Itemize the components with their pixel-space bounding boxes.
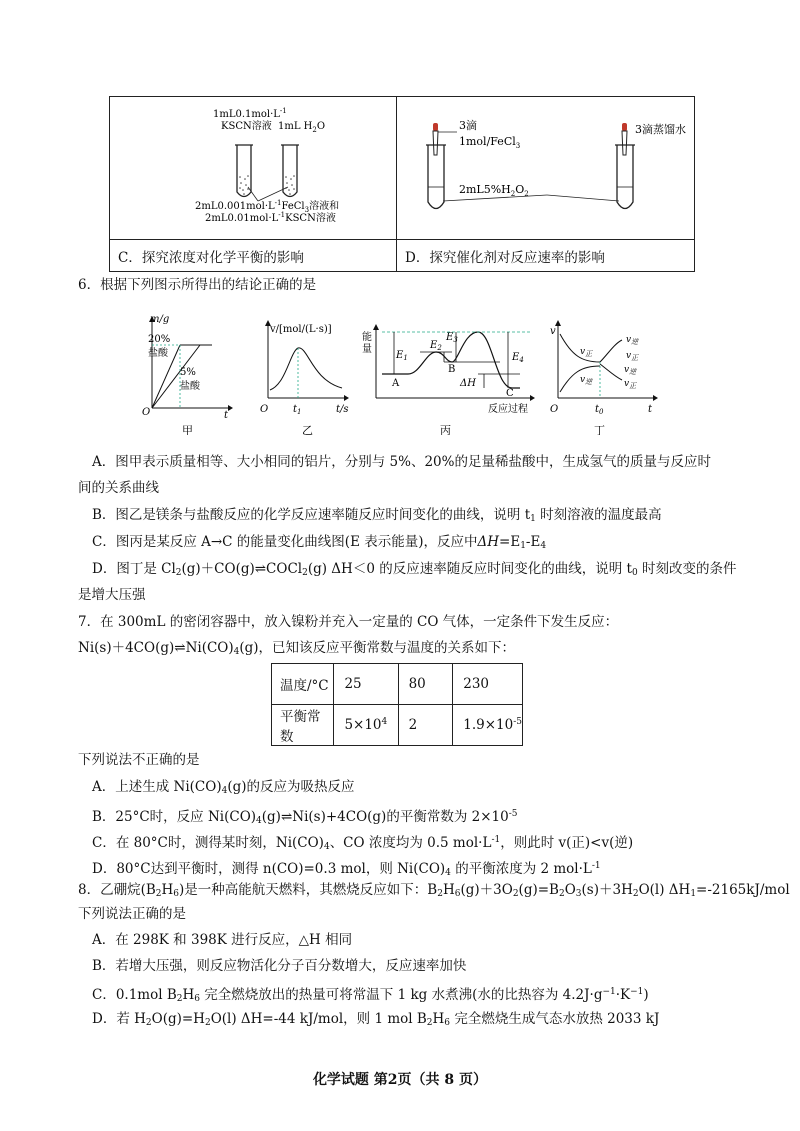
q7-stem-1: 7．在 300mL 的密闭容器中，放入镍粉并充入一定量的 CO 气体，一定条件下发生反应： — [78, 614, 619, 630]
yi-caption: 乙 — [302, 424, 313, 435]
q6-option-a-line1: A．图甲表示质量相等、大小相同的铝片，分别与 5%、20%的足量稀盐酸中，生成氢气的质量与反应时 — [92, 454, 711, 470]
svg-text:E4: $E_4$ — [512, 352, 524, 364]
svg-text:v正: $v_正$ — [580, 347, 593, 358]
label-kscn: KSCN溶液 — [221, 121, 272, 132]
q7-stem-2: $Ni(s)+4CO(g)\rightleftharpoons Ni(CO)_4(g)$，已知该反应平衡常数与温度的关系如下： — [78, 640, 516, 657]
svg-text:2mL0.001mol·L-1FeCl3溶液和: $2mL0.001mol\cdot L^{-1}FeCl_3$溶液和 — [195, 199, 340, 214]
experiment-d-caption: D．探究催化剂对反应速率的影响 — [397, 240, 695, 272]
ding-caption: 丁 — [594, 424, 605, 435]
q7-option-c: C．在 80°C时，测得某时刻，$Ni(CO)_4$、CO 浓度均为 0.5 $mol\cdot L^{-1}$，则此时 v(正)<v(逆) — [92, 835, 634, 852]
svg-text:1mL H2O: 1mL $H_2O$ — [278, 121, 326, 134]
label-3-drops-water: 3滴蒸馏水 — [635, 123, 686, 136]
q8-option-b: B．若增大压强，则反应物活化分子百分数增大，反应速率加快 — [92, 958, 467, 974]
q8-option-c: C．0.1mol $B_2H_6$ 完全燃烧放出的热量可将常温下 1 kg 水煮沸(水的比热容为 $4.2J\cdot g^{-1}\cdot K^{-1}$) — [92, 987, 649, 1004]
eq-table-k-25: $5\times 10^4$ — [334, 705, 398, 746]
q6-option-a-line2: 间的关系曲线 — [78, 480, 159, 496]
svg-text:v逆: $v_逆$ — [626, 335, 639, 346]
page-footer: 化学试题 第2页（共 8 页） — [312, 1072, 488, 1088]
experiment-d-figure — [397, 97, 695, 240]
q8-ask: 下列说法正确的是 — [78, 906, 186, 922]
equilibrium-table — [271, 663, 523, 746]
jia-hcl-2: 盐酸 — [180, 381, 200, 392]
bing-caption: 丙 — [440, 424, 451, 435]
bing-ylabel-1: 能 — [362, 332, 372, 343]
label-kscn-conc: 1mL0.1mol·L — [213, 109, 280, 120]
q7-option-a: A．上述生成 $Ni(CO)_4(g)$的反应为吸热反应 — [92, 779, 355, 796]
label-water: 1mL H — [278, 121, 313, 132]
yi-t1: t — [293, 404, 298, 415]
label-h2o2: 2mL5%H — [459, 183, 511, 196]
q6-option-d-line2: 是增大压强 — [78, 587, 146, 603]
bing-e1: E — [396, 350, 404, 361]
svg-text:1mL0.1mol·L-1: $1mL0.1mol\cdot L^{-1}$ — [213, 107, 287, 120]
experiment-table — [109, 96, 695, 272]
test-tubes-figure-d — [397, 97, 694, 235]
bing-xlabel: 反应过程 — [488, 404, 528, 415]
ding-origin: O — [550, 404, 559, 415]
ding-v-ni-3: v — [624, 365, 630, 375]
label-fecl3: 2mL0.001mol·L — [195, 201, 275, 212]
eq-table-temp-230: 230 — [453, 664, 523, 705]
q6-option-b: B．图乙是镁条与盐酸反应的化学反应速率随反应时间变化的曲线，说明 $t_1$ 时刻溶液的温度最高 — [92, 507, 662, 524]
svg-text:v逆: $v_逆$ — [624, 365, 637, 376]
ding-xlabel: t — [648, 404, 653, 415]
q7-option-b: B．25°C时，反应 $Ni(CO)_4(g)\rightleftharpoons Ni(s)+4CO(g)$的平衡常数为 $2\times 10^{-5}$ — [92, 809, 518, 826]
svg-text:v逆: $v_逆$ — [580, 375, 593, 386]
svg-text:E2: $E_2$ — [430, 340, 442, 352]
eq-table-header-temp: 温度/°C — [272, 664, 334, 705]
svg-text:2mL5%H2O2: $2mL5\%H_2O_2$ — [459, 183, 529, 198]
bing-a: A — [392, 378, 400, 389]
q8-option-a: A．在 298K 和 398K 进行反应，△H 相同 — [92, 932, 353, 948]
eq-table-temp-80: 80 — [398, 664, 453, 705]
bing-e2: E — [430, 340, 438, 351]
q8-option-d: D．若 $H_2O(g)=H_2O(l)$ ΔH=-44 kJ/mol，则 1 mol $B_2H_6$ 完全燃烧生成气态水放热 2033 kJ — [92, 1011, 660, 1028]
svg-text:t1: $t_1$ — [293, 404, 302, 416]
ding-v-zheng-2: v — [626, 351, 632, 361]
graph-jia — [140, 310, 235, 435]
jia-ylabel: m/g — [150, 314, 170, 325]
bing-c: C — [506, 388, 514, 399]
yi-origin: O — [260, 404, 269, 415]
experiment-c-figure — [110, 97, 397, 240]
ding-v-zheng-1: v — [580, 347, 586, 357]
label-3-drops-left: 3滴 — [459, 119, 477, 132]
ding-v-ni-2: v — [626, 335, 632, 345]
jia-caption: 甲 — [182, 424, 193, 435]
jia-origin: O — [142, 407, 151, 418]
svg-text:t0: $t_0$ — [595, 404, 604, 416]
q7-option-d: D．80°C达到平衡时，测得 n(CO)=0.3 mol，则 $Ni(CO)_4$ 的平衡浓度为 2 $mol\cdot L^{-1}$ — [92, 861, 601, 878]
bing-e4: E — [512, 352, 520, 363]
label-fecl3-catalyst: 1mol/FeCl — [459, 135, 516, 148]
yi-xlabel: t/s — [336, 404, 349, 415]
jia-5pct: 5% — [180, 367, 196, 378]
q6-stem: 6．根据下列图示所得出的结论正确的是 — [78, 277, 317, 293]
ding-t0: t — [595, 404, 600, 415]
jia-xlabel: t — [224, 410, 229, 421]
yi-ylabel: v/[mol/(L·s)] — [270, 324, 332, 335]
eq-table-k-230: $1.9\times 10^{-5}$ — [453, 705, 523, 746]
q7-ask: 下列说法不正确的是 — [78, 752, 200, 768]
svg-text:2mL0.01mol·L-1KSCN溶液: $2mL0.01mol\cdot L^{-1}KSCN$溶液 — [205, 211, 336, 224]
svg-text:v正: $v_正$ — [626, 351, 639, 362]
graph-yi — [256, 310, 356, 435]
bing-b: B — [448, 364, 456, 375]
eq-table-temp-25: 25 — [334, 664, 398, 705]
jia-20pct: 20% — [148, 334, 171, 345]
ding-ylabel: v — [550, 326, 556, 337]
svg-text:E1: $E_1$ — [396, 350, 408, 362]
graph-bing — [360, 310, 540, 435]
graph-ding — [548, 310, 663, 435]
svg-text:E3: $E_3$ — [446, 332, 458, 344]
bing-ylabel-2: 量 — [362, 344, 372, 355]
q8-stem: 8．乙硼烷$(B_2H_6)$是一种高能航天燃料，其燃烧反应如下：$B_2H_6(g)+3O_2(g)=B_2O_3(s)+3H_2O(l)$ $\Delta H_1=-2165kJ$/mol — [78, 882, 790, 899]
bing-e3: E — [446, 332, 454, 343]
svg-text:v/[mol/(L·s)] — [269, 324, 332, 335]
experiment-c-caption: C．探究浓度对化学平衡的影响 — [110, 240, 397, 272]
label-kscn-001: 2mL0.01mol·L — [205, 213, 279, 224]
ding-v-zheng-3: v — [624, 379, 630, 389]
eq-table-header-k: 平衡常数 — [272, 705, 334, 746]
ding-v-ni-1: v — [580, 375, 586, 385]
q6-option-d-line1: D．图丁是 $Cl_2(g)+CO(g)\rightleftharpoons COCl_2(g)$ ΔH＜0 的反应速率随反应时间变化的曲线，说明 $t_0$ 时刻改变的条件 — [92, 561, 737, 578]
eq-table-k-80: 2 — [398, 705, 453, 746]
test-tubes-figure-c — [110, 97, 396, 235]
q6-option-c: C．图丙是某反应 A→C 的能量变化曲线图(E 表示能量)，反应中$\Delta H=E_1-E_4$ — [92, 534, 547, 551]
svg-text:v正: $v_正$ — [624, 379, 637, 390]
svg-text:1mol/FeCl3: 1mol/FeCl$_3$ — [459, 135, 521, 150]
bing-dh: ΔH — [460, 378, 476, 389]
jia-hcl-1: 盐酸 — [148, 348, 168, 359]
